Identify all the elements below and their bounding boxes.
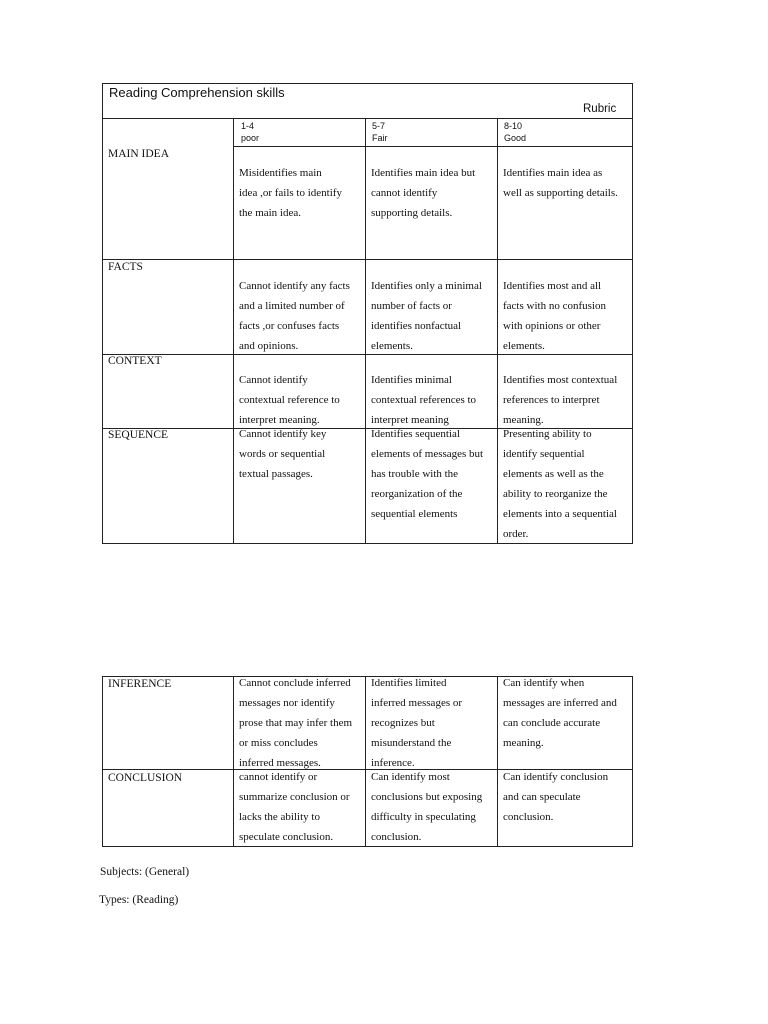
cell-context-good bbox=[503, 370, 617, 430]
cell-line: number of facts or bbox=[371, 300, 452, 312]
column-divider-2 bbox=[365, 118, 366, 544]
cell-main-idea-fair bbox=[371, 163, 475, 223]
cell-line: cannot identify bbox=[371, 187, 438, 199]
cell-line: interpret meaning. bbox=[239, 414, 320, 426]
cell-sequence-poor bbox=[239, 424, 326, 484]
cell-line: words or sequential bbox=[239, 448, 326, 460]
cell-line: Misidentifies main bbox=[239, 167, 322, 179]
cell-line: inferred messages. bbox=[239, 757, 321, 769]
rating-label: Good bbox=[504, 133, 527, 143]
cell-line: conclusions but exposing bbox=[371, 791, 483, 803]
types-text: Types: (Reading) bbox=[99, 894, 179, 906]
cell-line: supporting details. bbox=[371, 207, 453, 219]
cell-inference-good bbox=[503, 673, 617, 753]
cell-line: with opinions or other bbox=[503, 320, 601, 332]
cell-facts-good bbox=[503, 276, 606, 356]
cell-facts-fair bbox=[371, 276, 482, 356]
cell-line: Cannot identify bbox=[239, 374, 308, 386]
row-label-inference: INFERENCE bbox=[108, 678, 172, 690]
cell-inference-poor bbox=[239, 673, 352, 773]
cell-main-idea-poor bbox=[239, 163, 342, 223]
row-divider-main-idea bbox=[102, 259, 633, 260]
cell-line: Presenting ability to bbox=[503, 428, 592, 440]
cell-line: Identifies most contextual bbox=[503, 374, 618, 386]
cell-line: idea ,or fails to identify bbox=[239, 187, 342, 199]
cell-line: Can identify when bbox=[503, 677, 585, 689]
cell-line: summarize conclusion or bbox=[239, 791, 350, 803]
cell-line: difficulty in speculating bbox=[371, 811, 476, 823]
column-divider-3 bbox=[497, 676, 498, 847]
column-divider-1 bbox=[233, 676, 234, 847]
cell-sequence-fair bbox=[371, 424, 483, 524]
cell-line: and a limited number of bbox=[239, 300, 345, 312]
cell-line: references to interpret bbox=[503, 394, 600, 406]
cell-facts-poor bbox=[239, 276, 350, 356]
cell-line: interpret meaning bbox=[371, 414, 449, 426]
cell-line: identifies nonfactual bbox=[371, 320, 462, 332]
column-header-good bbox=[504, 120, 526, 144]
row-label-facts: FACTS bbox=[108, 261, 143, 273]
cell-line: Cannot identify any facts bbox=[239, 280, 350, 292]
score-range: 1-4 bbox=[241, 121, 255, 131]
cell-conclusion-poor bbox=[239, 767, 350, 847]
cell-line: inference. bbox=[371, 757, 415, 769]
cell-line: Identifies most and all bbox=[503, 280, 602, 292]
cell-line: well as supporting details. bbox=[503, 187, 618, 199]
cell-context-fair bbox=[371, 370, 476, 430]
cell-inference-fair bbox=[371, 673, 462, 773]
cell-conclusion-fair bbox=[371, 767, 482, 847]
cell-line: meaning. bbox=[503, 737, 544, 749]
column-divider-2 bbox=[365, 676, 366, 847]
cell-line: conclusion. bbox=[371, 831, 422, 843]
cell-line: facts with no confusion bbox=[503, 300, 606, 312]
cell-line: Identifies minimal bbox=[371, 374, 452, 386]
cell-line: or miss concludes bbox=[239, 737, 318, 749]
cell-line: inferred messages or bbox=[371, 697, 463, 709]
cell-line: the main idea. bbox=[239, 207, 302, 219]
title-row-divider bbox=[102, 118, 633, 119]
column-header-poor bbox=[241, 120, 259, 144]
cell-line: Identifies sequential bbox=[371, 428, 460, 440]
cell-line: Identifies only a minimal bbox=[371, 280, 482, 292]
cell-line: elements. bbox=[371, 340, 413, 352]
cell-line: facts ,or confuses facts bbox=[239, 320, 340, 332]
row-label-main-idea: MAIN IDEA bbox=[108, 148, 170, 160]
cell-line: recognizes but bbox=[371, 717, 435, 729]
column-divider-1 bbox=[233, 118, 234, 544]
rating-label: poor bbox=[241, 133, 260, 143]
cell-line: ability to reorganize the bbox=[503, 488, 608, 500]
cell-line: messages nor identify bbox=[239, 697, 335, 709]
cell-line: speculate conclusion. bbox=[239, 831, 334, 843]
cell-line: sequential elements bbox=[371, 508, 458, 520]
cell-conclusion-good bbox=[503, 767, 608, 827]
row-label-context: CONTEXT bbox=[108, 355, 162, 367]
cell-line: conclusion. bbox=[503, 811, 554, 823]
cell-line: contextual references to bbox=[371, 394, 477, 406]
cell-sequence-good bbox=[503, 424, 617, 544]
cell-line: elements of messages but bbox=[371, 448, 484, 460]
cell-line: Cannot conclude inferred bbox=[239, 677, 351, 689]
cell-line: Identifies main idea as bbox=[503, 167, 603, 179]
rating-label: Fair bbox=[372, 133, 388, 143]
cell-line: reorganization of the bbox=[371, 488, 463, 500]
cell-line: order. bbox=[503, 528, 529, 540]
cell-line: textual passages. bbox=[239, 468, 313, 480]
cell-line: identify sequential bbox=[503, 448, 585, 460]
column-header-fair bbox=[372, 120, 388, 144]
cell-main-idea-good bbox=[503, 163, 618, 203]
cell-line: meaning. bbox=[503, 414, 544, 426]
cell-line: cannot identify or bbox=[239, 771, 318, 783]
cell-line: prose that may infer them bbox=[239, 717, 353, 729]
cell-context-poor bbox=[239, 370, 340, 430]
cell-line: Identifies limited bbox=[371, 677, 447, 689]
column-divider-3 bbox=[497, 118, 498, 544]
cell-line: lacks the ability to bbox=[239, 811, 320, 823]
header-row-divider bbox=[233, 146, 633, 147]
subjects-text: Subjects: (General) bbox=[100, 866, 190, 878]
cell-line: misunderstand the bbox=[371, 737, 452, 749]
cell-line: can conclude accurate bbox=[503, 717, 601, 729]
cell-line: and can speculate bbox=[503, 791, 581, 803]
cell-line: messages are inferred and bbox=[503, 697, 617, 709]
cell-line: Identifies main idea but bbox=[371, 167, 476, 179]
row-label-sequence: SEQUENCE bbox=[108, 429, 169, 441]
cell-line: Cannot identify key bbox=[239, 428, 327, 440]
cell-line: and opinions. bbox=[239, 340, 299, 352]
score-range: 8-10 bbox=[504, 121, 523, 131]
cell-line: Can identify most bbox=[371, 771, 450, 783]
cell-line: contextual reference to bbox=[239, 394, 340, 406]
table-title: Reading Comprehension skills bbox=[109, 85, 285, 100]
row-label-conclusion: CONCLUSION bbox=[108, 772, 183, 784]
cell-line: elements. bbox=[503, 340, 545, 352]
cell-line: Can identify conclusion bbox=[503, 771, 609, 783]
cell-line: elements into a sequential bbox=[503, 508, 617, 520]
score-range: 5-7 bbox=[372, 121, 386, 131]
rubric-label: Rubric bbox=[583, 103, 617, 115]
cell-line: has trouble with the bbox=[371, 468, 459, 480]
cell-line: elements as well as the bbox=[503, 468, 604, 480]
